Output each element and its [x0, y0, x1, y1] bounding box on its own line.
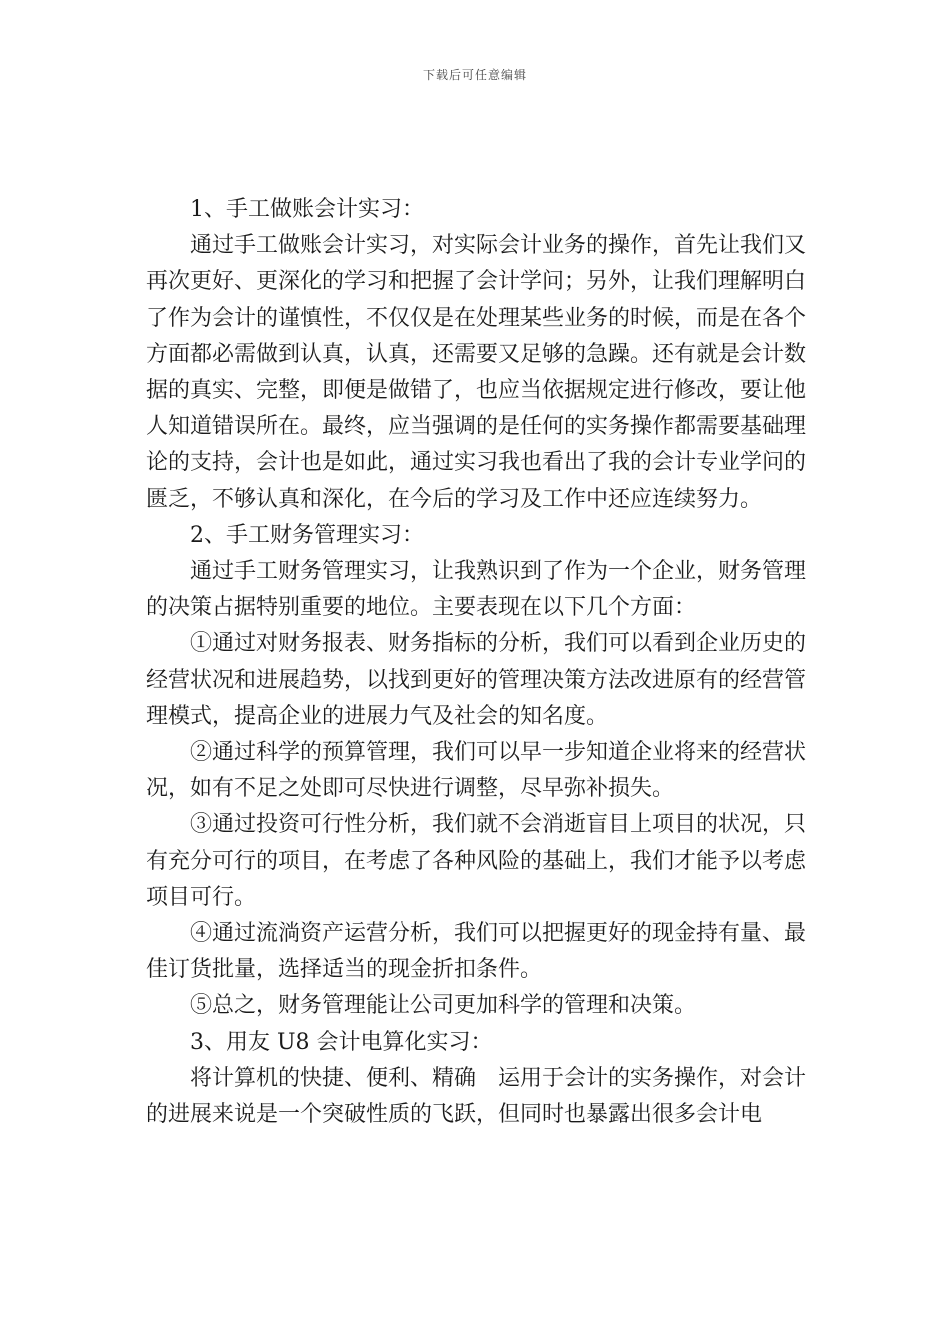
document-body [146, 192, 806, 1133]
section-heading-3: 3、用友 U8 会计电算化实习： [190, 1029, 493, 1055]
list-item: ⑤总之，财务管理能让公司更加科学的管理和决策。 [190, 993, 697, 1019]
list-item: ④通过流淌资产运营分析，我们可以把握更好的现金持有量、最佳订货批量，选择适当的现金折扣条件。 [146, 921, 807, 983]
paragraph: 通过手工做账会计实习，对实际会计业务的操作，首先让我们又再次更好、更深化的学习和把握了会计学问；另外，让我们理解明白了作为会计的谨慎性，不仅仅是在处理某些业务的时候，而是在各个方面都必需做到认真，认真，还需要又足够的急躁。还有就是会计数据的真实、完整，即便是做错了，也应当依据规定进行修改，要让他人知道错误所在。最终，应当强调的是任何的实务操作都需要基础理论的支持，会计也是如此，通过实习我也看出了我的会计专业学问的匮乏，不够认真和深化，在今后的学习及工作中还应连续努力。 [146, 233, 807, 512]
paragraph: 通过手工财务管理实习，让我熟识到了作为一个企业，财务管理的决策占据特别重要的地位。主要表现在以下几个方面： [146, 559, 807, 621]
header-note: 下载后可任意编辑 [422, 68, 527, 82]
list-item: ②通过科学的预算管理，我们可以早一步知道企业将来的经营状况，如有不足之处即可尽快进行调整，尽早弥补损失。 [146, 740, 807, 802]
list-item: ③通过投资可行性分析，我们就不会消逝盲目上项目的状况，只有充分可行的项目，在考虑了各种风险的基础上，我们才能予以考虑项目可行。 [146, 812, 807, 910]
section-heading-1: 1、手工做账会计实习： [190, 197, 424, 222]
list-item: ①通过对财务报表、财务指标的分析，我们可以看到企业历史的经营状况和进展趋势，以找到更好的管理决策方法改进原有的经营管理模式，提高企业的进展力气及社会的知名度。 [146, 631, 807, 729]
section-heading-2: 2、手工财务管理实习： [190, 522, 424, 548]
paragraph: 将计算机的快捷、便利、精确 运用于会计的实务操作，对会计的进展来说是一个突破性质的飞跃，但同时也暴露出很多会计电 [146, 1065, 807, 1128]
